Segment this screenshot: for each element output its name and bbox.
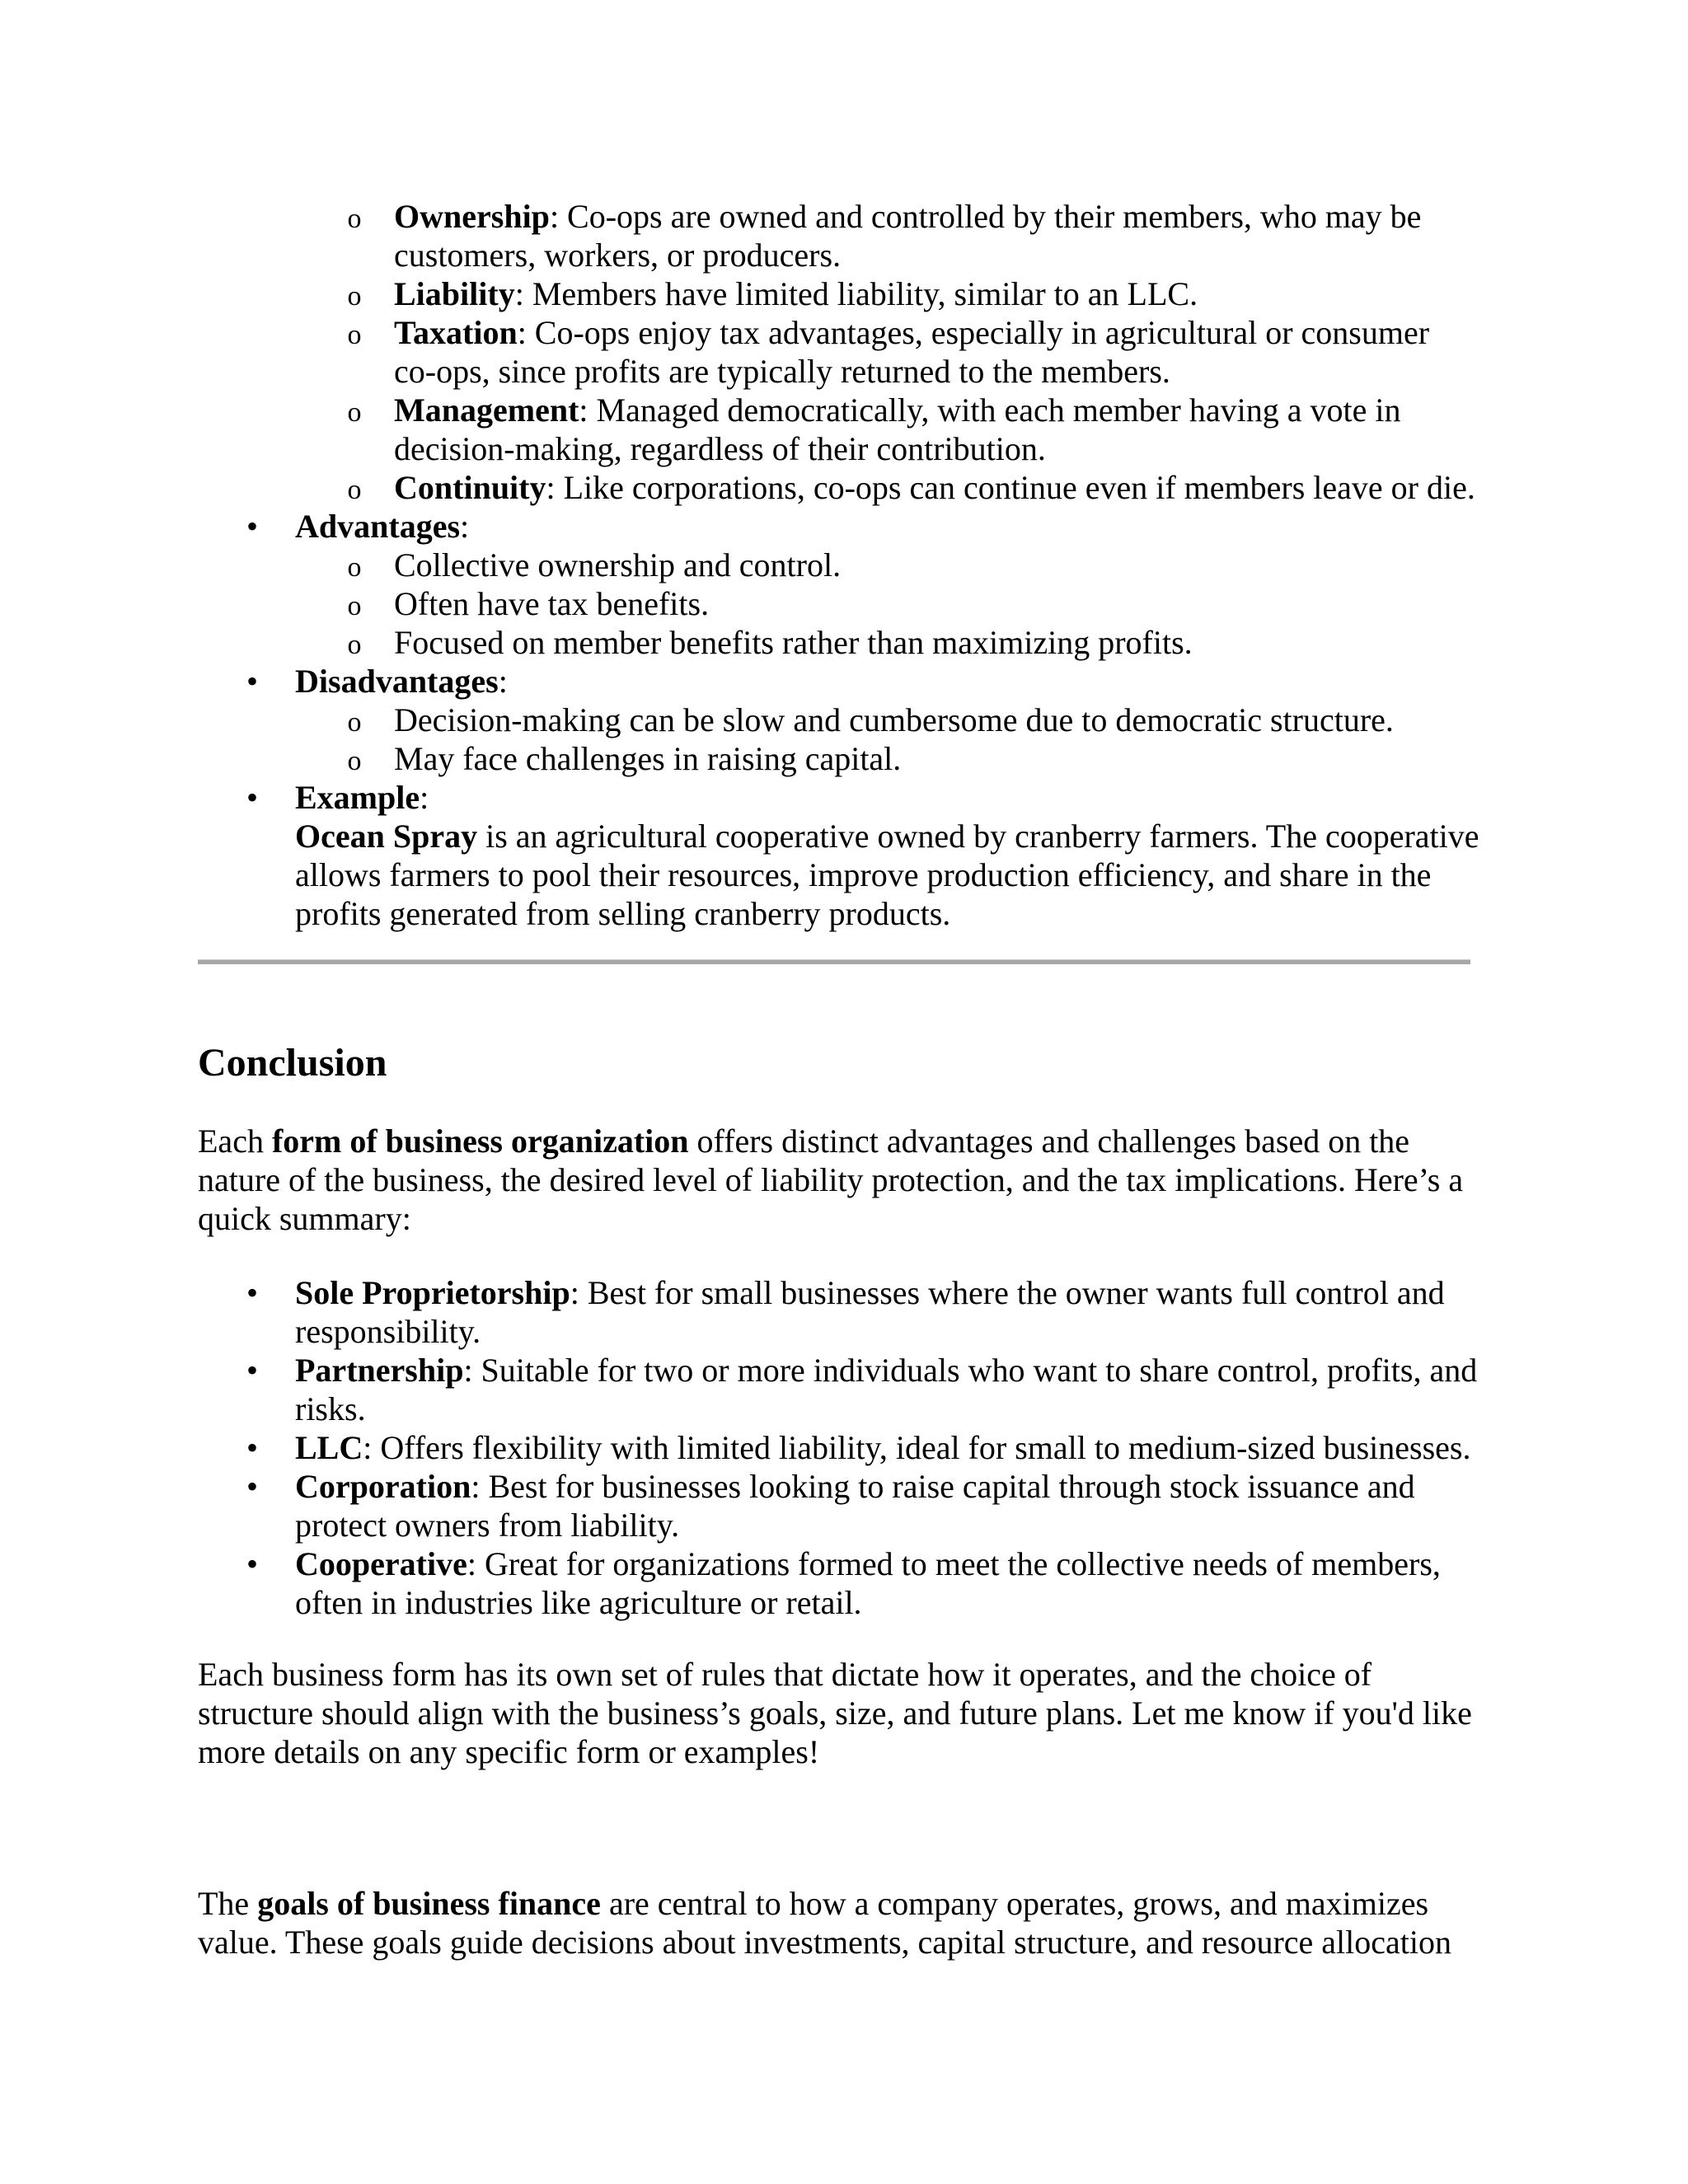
example-text-line: allows farmers to pool their resources, improve production efficiency, and share in the	[295, 856, 1432, 893]
term: Taxation	[394, 314, 518, 351]
list-marker: o	[347, 320, 362, 350]
list-marker: o	[347, 591, 362, 621]
item-text: :	[498, 663, 508, 700]
item-text: : Great for organizations formed to meet the collective needs of members,	[467, 1545, 1441, 1582]
term: Continuity	[394, 469, 546, 506]
list-marker: o	[347, 552, 362, 583]
bullet-marker: •	[246, 1429, 258, 1466]
list-item	[295, 508, 469, 546]
list-item: Decision-making can be slow and cumbersome due to democratic structure.	[394, 701, 1394, 738]
item-text: : Managed democratically, with each member having a vote in	[579, 391, 1401, 429]
paragraph-line	[198, 1885, 1428, 1923]
item-text: : Best for small businesses where the owner wants full control and	[570, 1274, 1445, 1311]
term: LLC	[295, 1429, 363, 1466]
text: Each	[198, 1122, 272, 1160]
paragraph-line: nature of the business, the desired level of liability protection, and the tax implications. Here’s a	[198, 1161, 1464, 1198]
list-item: Focused on member benefits rather than maximizing profits.	[394, 624, 1193, 661]
term: Advantages	[295, 508, 461, 545]
example-text-line: profits generated from selling cranberry products.	[295, 895, 951, 932]
list-marker: o	[347, 204, 362, 234]
list-marker: o	[347, 707, 362, 738]
list-item	[295, 663, 508, 701]
item-text: : Best for businesses looking to raise capital through stock issuance and	[471, 1468, 1415, 1505]
list-item-continuation: risks.	[295, 1390, 366, 1427]
bold-text: form of business organization	[271, 1122, 689, 1160]
list-item-continuation: often in industries like agriculture or retail.	[295, 1584, 862, 1621]
paragraph-line: quick summary:	[198, 1200, 411, 1237]
text: offers distinct advantages and challenges based on the	[688, 1122, 1410, 1160]
list-marker: o	[347, 281, 362, 312]
list-item	[295, 1429, 1470, 1467]
bullet-marker: •	[246, 1468, 258, 1505]
list-item	[394, 198, 1421, 236]
item-text: : Co-ops enjoy tax advantages, especially in agricultural or consumer	[517, 314, 1430, 351]
paragraph-line: value. These goals guide decisions about investments, capital structure, and resource allocation	[198, 1924, 1452, 1961]
list-item	[394, 314, 1429, 352]
bullet-marker: •	[246, 1352, 258, 1389]
term: Ownership	[394, 198, 550, 235]
term: Example	[295, 779, 420, 816]
bullet-marker: •	[246, 779, 258, 816]
item-text: : Suitable for two or more individuals who want to share control, profits, and	[463, 1352, 1478, 1389]
paragraph-line	[198, 1122, 1409, 1160]
list-item	[295, 1274, 1445, 1312]
item-text: : Offers flexibility with limited liability, ideal for small to medium-sized businesses.	[363, 1429, 1471, 1466]
bullet-marker: •	[246, 1545, 258, 1582]
list-item	[394, 275, 1198, 313]
text: The	[198, 1885, 258, 1922]
term: Partnership	[295, 1352, 464, 1389]
section-heading: Conclusion	[198, 1041, 387, 1085]
list-item	[295, 1468, 1415, 1506]
list-marker: o	[347, 397, 362, 428]
list-item	[394, 391, 1400, 429]
example-text-line	[295, 818, 1479, 855]
term: Cooperative	[295, 1545, 467, 1582]
list-item: Collective ownership and control.	[394, 546, 842, 583]
item-text: :	[460, 508, 470, 545]
item-text: : Members have limited liability, similar to an LLC.	[514, 275, 1198, 312]
text: are central to how a company operates, grows, and maximizes	[600, 1885, 1429, 1922]
list-item-continuation: co-ops, since profits are typically returned to the members.	[394, 353, 1170, 390]
list-item	[295, 1352, 1477, 1390]
bullet-marker: •	[246, 508, 258, 545]
list-item-continuation: customers, workers, or producers.	[394, 237, 842, 274]
term: Disadvantages	[295, 663, 499, 700]
item-text: : Like corporations, co-ops can continue even if members leave or die.	[546, 469, 1475, 506]
list-item-continuation: protect owners from liability.	[295, 1507, 680, 1544]
list-marker: o	[347, 630, 362, 660]
list-item	[295, 779, 429, 817]
bullet-marker: •	[246, 663, 258, 700]
term: Corporation	[295, 1468, 471, 1505]
bullet-marker: •	[246, 1274, 258, 1311]
list-marker: o	[347, 475, 362, 505]
item-text: : Co-ops are owned and controlled by their members, who may be	[549, 198, 1422, 235]
paragraph-line: Each business form has its own set of rules that dictate how it operates, and the choice of	[198, 1656, 1372, 1693]
bold-text: goals of business finance	[257, 1885, 601, 1922]
list-item	[295, 1545, 1441, 1583]
list-item-continuation: decision-making, regardless of their contribution.	[394, 430, 1046, 467]
example-company: Ocean Spray	[295, 818, 478, 855]
term: Liability	[394, 275, 515, 312]
item-text: :	[420, 779, 429, 816]
list-item: Often have tax benefits.	[394, 585, 710, 622]
list-marker: o	[347, 746, 362, 776]
example-text: is an agricultural cooperative owned by cranberry farmers. The cooperative	[477, 818, 1479, 855]
paragraph-line: structure should align with the business’s goals, size, and future plans. Let me know if you'd like	[198, 1694, 1472, 1732]
paragraph-line: more details on any specific form or examples!	[198, 1733, 820, 1770]
horizontal-divider	[198, 959, 1470, 964]
list-item: May face challenges in raising capital.	[394, 740, 902, 777]
term: Sole Proprietorship	[295, 1274, 570, 1311]
term: Management	[394, 391, 579, 429]
list-item-continuation: responsibility.	[295, 1313, 481, 1350]
list-item	[394, 469, 1475, 507]
